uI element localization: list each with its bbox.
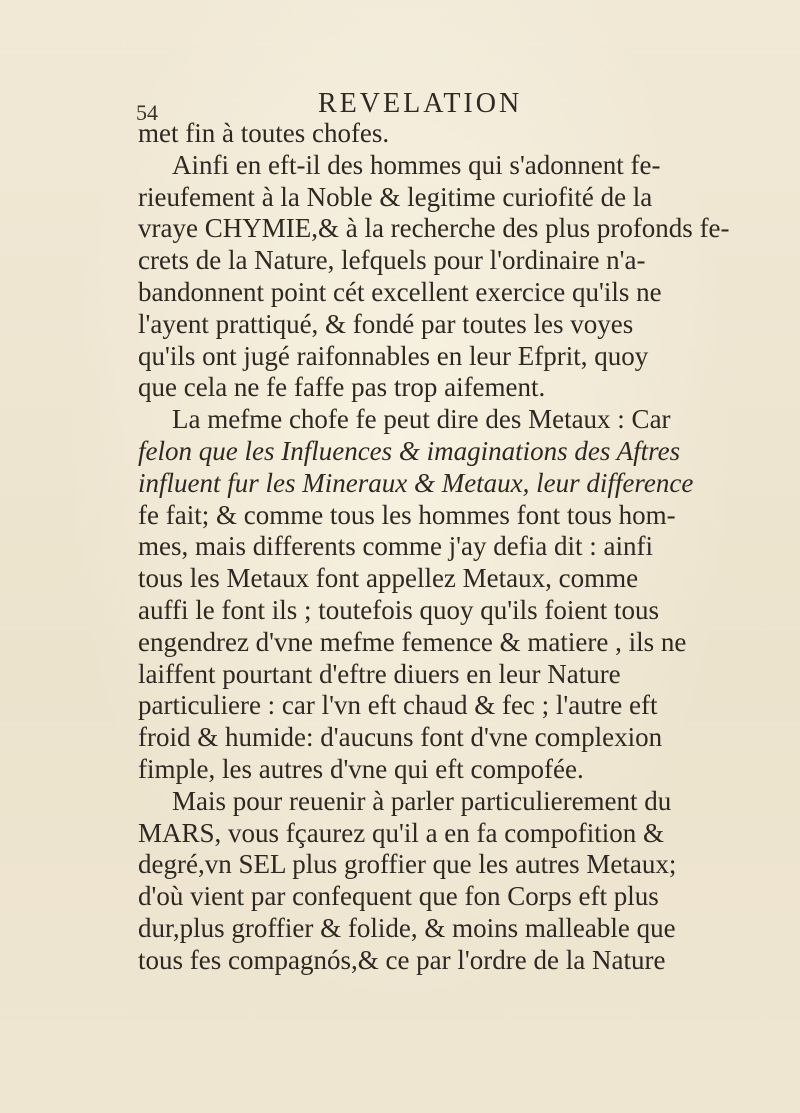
text-line: influent fur les Mineraux & Metaux, leur difference	[138, 467, 694, 498]
text-line: MARS, vous fçaurez qu'il a en fa compofition &	[138, 817, 664, 848]
text-line: Ainfi en eft-il des hommes qui s'adonnent fe-	[172, 149, 661, 180]
text-line: met fin à toutes chofes.	[138, 118, 390, 148]
text-line: fe fait; & comme tous les hommes font tous hom-	[138, 499, 676, 530]
text-line: d'où vient par confequent que fon Corps eft plus	[138, 881, 659, 912]
text-line: rieufement à la Noble & legitime curiofité de la	[138, 181, 653, 212]
text-line: que cela ne fe faffe pas trop aifement.	[138, 372, 546, 403]
text-line: bandonnent point cét excellent exercice qu'ils ne	[138, 276, 662, 307]
text-line: felon que les Influences & imaginations des Aftres	[138, 435, 681, 466]
text-line: engendrez d'vne mefme femence & matiere , ils ne	[138, 626, 687, 657]
text-line: degré,vn SEL plus groffier que les autres Metaux;	[138, 849, 677, 880]
text-line: mes, mais differents comme j'ay defia dit : ainfi	[138, 531, 653, 562]
text-line: dur,plus groffier & folide, & moins malleable que	[138, 912, 676, 943]
text-line: auffi le font ils ; toutefois quoy qu'ils foient tous	[138, 594, 660, 625]
text-line: crets de la Nature, lefquels pour l'ordinaire n'a-	[138, 245, 646, 276]
text-line: qu'ils ont jugé raifonnables en leur Efprit, quoy	[138, 340, 649, 371]
text-line: froid & humide: d'aucuns font d'vne complexion	[138, 722, 663, 753]
running-head: REVELATION	[318, 88, 523, 119]
text-line: particuliere : car l'vn eft chaud & fec ; l'autre eft	[138, 690, 658, 721]
text-line: vraye CHYMIE,& à la recherche des plus profonds fe-	[138, 213, 730, 244]
text-line: fimple, les autres d'vne qui eft compofée.	[138, 753, 584, 784]
text-line: La mefme chofe fe peut dire des Metaux : Car	[172, 404, 671, 435]
text-line: Mais pour reuenir à parler particulierement du	[172, 785, 672, 816]
text-line: l'ayent prattiqué, & fondé par toutes les voyes	[138, 308, 634, 339]
text-line: tous les Metaux font appellez Metaux, comme	[138, 563, 639, 594]
page-number: 54	[136, 100, 158, 125]
text-line: laiffent pourtant d'eftre diuers en leur Nature	[138, 658, 621, 689]
text-line: tous fes compagnós,& ce par l'ordre de la Nature	[138, 944, 666, 975]
body-text	[138, 118, 728, 977]
